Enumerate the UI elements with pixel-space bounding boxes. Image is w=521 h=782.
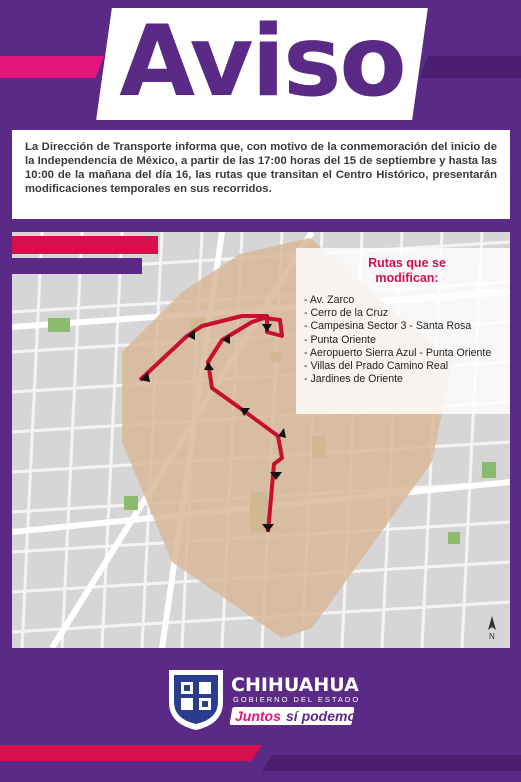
slogan-juntos: Juntos (235, 708, 281, 724)
routes-title-line1: Rutas que se (368, 256, 446, 270)
list-item: - Villas del Prado Camino Real (304, 360, 449, 373)
routes-title (304, 256, 510, 286)
state-shield-icon (165, 666, 227, 732)
bottom-right-stripe (262, 755, 521, 771)
list-item: - Campesina Sector 3 - Santa Rosa (304, 320, 472, 333)
routes-title-line2: modifican: (375, 271, 439, 285)
north-label: N (489, 632, 495, 641)
page-title: Aviso (119, 5, 405, 119)
notice-text: La Dirección de Transporte informa que, con motivo de la conmemoración del inicio de la Independencia de México, a partir de las 17:00 horas del 15 de septiembre y hasta las 10:00 de la mañana del día 16, las rutas que transitan el Centro Histórico, presentarán modificaciones temporales en sus recorridos. (12, 130, 510, 219)
routes-list (304, 294, 510, 386)
map-stripe-magenta (12, 236, 158, 254)
list-item: - Cerro de la Cruz (304, 307, 389, 320)
list-item: - Punta Oriente (304, 333, 376, 346)
routes-panel (296, 248, 510, 414)
top-right-stripe (420, 56, 521, 78)
list-item: - Jardines de Oriente (304, 373, 403, 386)
government-logo (165, 664, 365, 734)
route-map (12, 232, 510, 648)
top-left-stripe (0, 56, 104, 78)
slogan-si-podemos: sí podemos (286, 708, 364, 724)
brand-name: CHIHUAHUA (231, 674, 359, 696)
bottom-left-stripe (0, 745, 262, 761)
list-item: - Av. Zarco (304, 294, 355, 306)
list-item: - Aeropuerto Sierra Azul - Punta Oriente (304, 346, 492, 359)
brand-subtitle: GOBIERNO DEL ESTADO (233, 695, 361, 704)
map-stripe-purple (12, 258, 142, 274)
